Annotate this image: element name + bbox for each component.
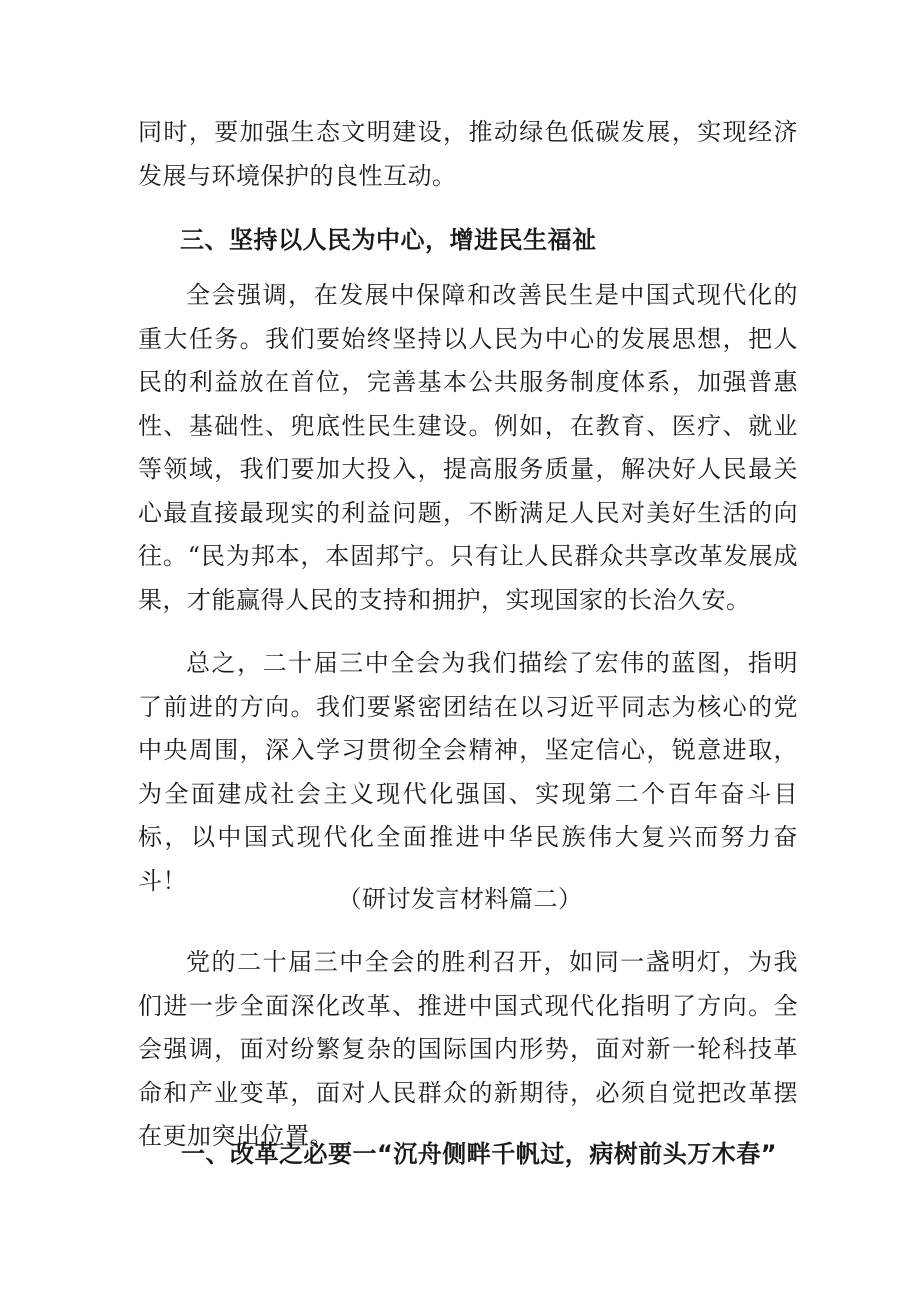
paragraph-conclusion: 总之，二十届三中全会为我们描绘了宏伟的蓝图，指明了前进的方向。我们要紧密团结在以习近平同志为核心的党中央周围，深入学习贯彻全会精神，坚定信心，锐意进取，为全面建成社会主义现代化强国、实现第二个百年奋斗目标，以中国式现代化全面推进中华民族伟大复兴而努力奋斗！ — [138, 649, 798, 895]
section-title-part-two: （研讨发言材料篇二） — [337, 885, 583, 913]
paragraph-plenary-intro: 党的二十届三中全会的胜利召开，如同一盏明灯，为我们进一步全面深化改革、推进中国式现代化指明了方向。全会强调，面对纷繁复杂的国际国内形势，面对新一轮科技革命和产业变革，面对人民群众的新期待，必须自觉把改革摆在更加突出位置。 — [138, 948, 798, 1150]
paragraph-livelihood: 全会强调，在发展中保障和改善民生是中国式现代化的重大任务。我们要始终坚持以人民为中心的发展思想，把人民的利益放在首位，完善基本公共服务制度体系，加强普惠性、基础性、兜底性民生建设。例如，在教育、医疗、就业等领域，我们要加大投入，提高服务质量，解决好人民最关心最直接最现实的利益问题，不断满足人民对美好生活的向往。“民为邦本，本固邦宁。只有让人民群众共享改革发展成果，才能赢得人民的支持和拥护，实现国家的长治久安。 — [138, 281, 798, 614]
heading-people-centered: 三、坚持以人民为中心，增进民生福祉 — [180, 226, 597, 254]
paragraph-ecology: 同时，要加强生态文明建设，推动绿色低碳发展，实现经济发展与环境保护的良性互动。 — [138, 118, 798, 190]
heading-necessity-of-reform: 一、改革之必要一“沉舟侧畔千帆过，病树前头万木春” — [181, 1140, 778, 1168]
